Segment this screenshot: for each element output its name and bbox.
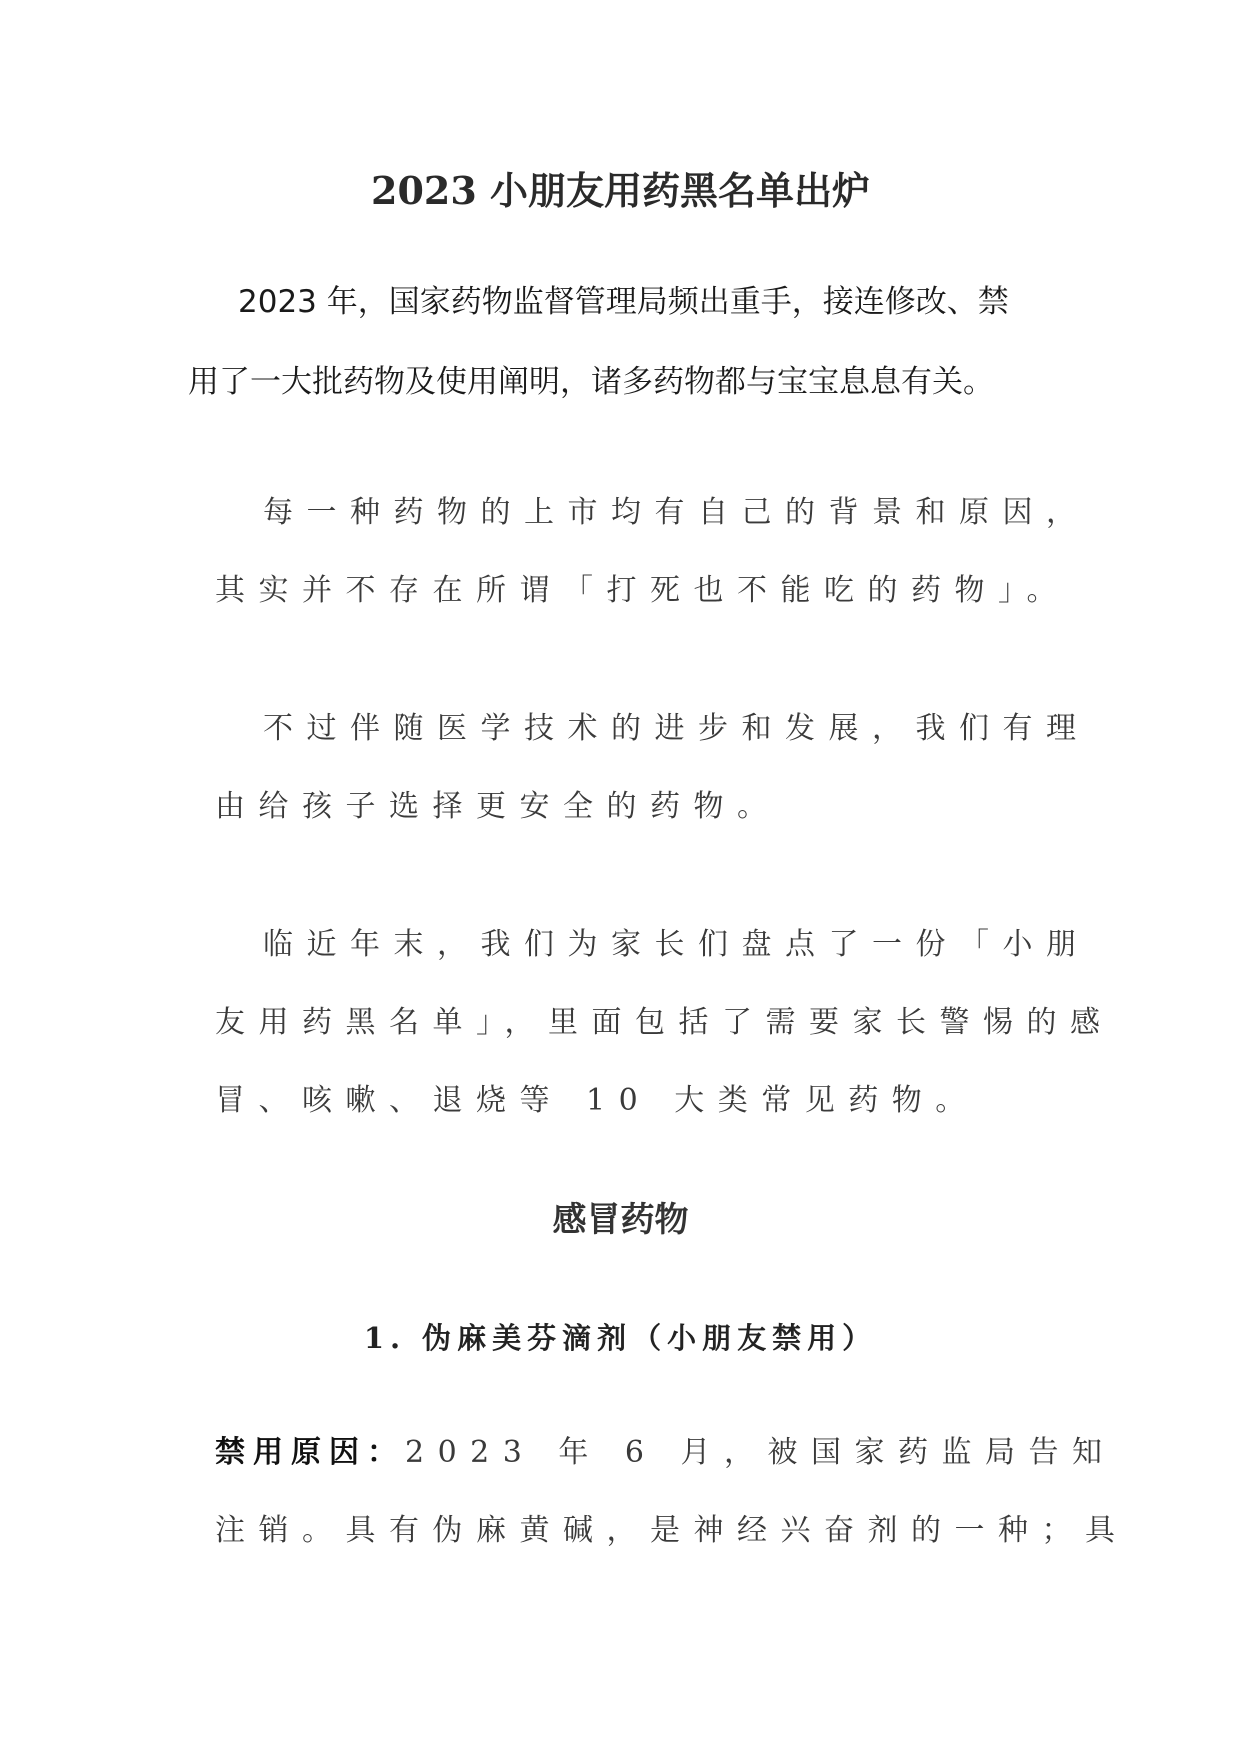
reason-text: 2023 年 6 月，被国家药监局告知 xyxy=(405,1435,1116,1470)
body-paragraph xyxy=(215,906,1114,1140)
intro-line: 用了一大批药物及使用阐明，诸多药物都与宝宝息息有关。 xyxy=(188,364,994,400)
paragraph-line: 友用药黑名单」，里面包括了需要家长警惕的感 xyxy=(215,1005,1114,1040)
paragraph-line: 临近年末，我们为家长们盘点了一份「小朋 xyxy=(263,927,1090,962)
paragraph-line: 冒、咳嗽、退烧等 10 大类常见药物。 xyxy=(215,1083,979,1118)
paragraph-line: 不过伴随医学技术的进步和发展，我们有理 xyxy=(263,711,1090,746)
paragraph-line: 由给孩子选择更安全的药物。 xyxy=(215,789,781,824)
intro-paragraph xyxy=(188,262,1068,422)
paragraph-line xyxy=(215,1414,1116,1492)
paragraph-line: 每一种药物的上市均有自己的背景和原因， xyxy=(263,495,1090,530)
reason-label: 禁用原因： xyxy=(215,1435,405,1470)
section-heading: 感冒药物 xyxy=(552,1200,689,1240)
paragraph-line: 注销。具有伪麻黄碱，是神经兴奋剂的一种；具 xyxy=(215,1513,1129,1548)
document-title: 2023 小朋友用药黑名单出炉 xyxy=(371,168,870,213)
reason-paragraph xyxy=(215,1414,1129,1570)
paragraph-line: 其实并不存在所谓「打死也不能吃的药物」。 xyxy=(215,573,1070,608)
item-heading: 1. 伪麻美芬滴剂（小朋友禁用） xyxy=(363,1321,878,1355)
body-paragraph xyxy=(215,474,1090,630)
body-paragraph xyxy=(215,690,1090,846)
intro-line: 2023 年，国家药物监督管理局频出重手，接连修改、禁 xyxy=(238,284,1009,320)
